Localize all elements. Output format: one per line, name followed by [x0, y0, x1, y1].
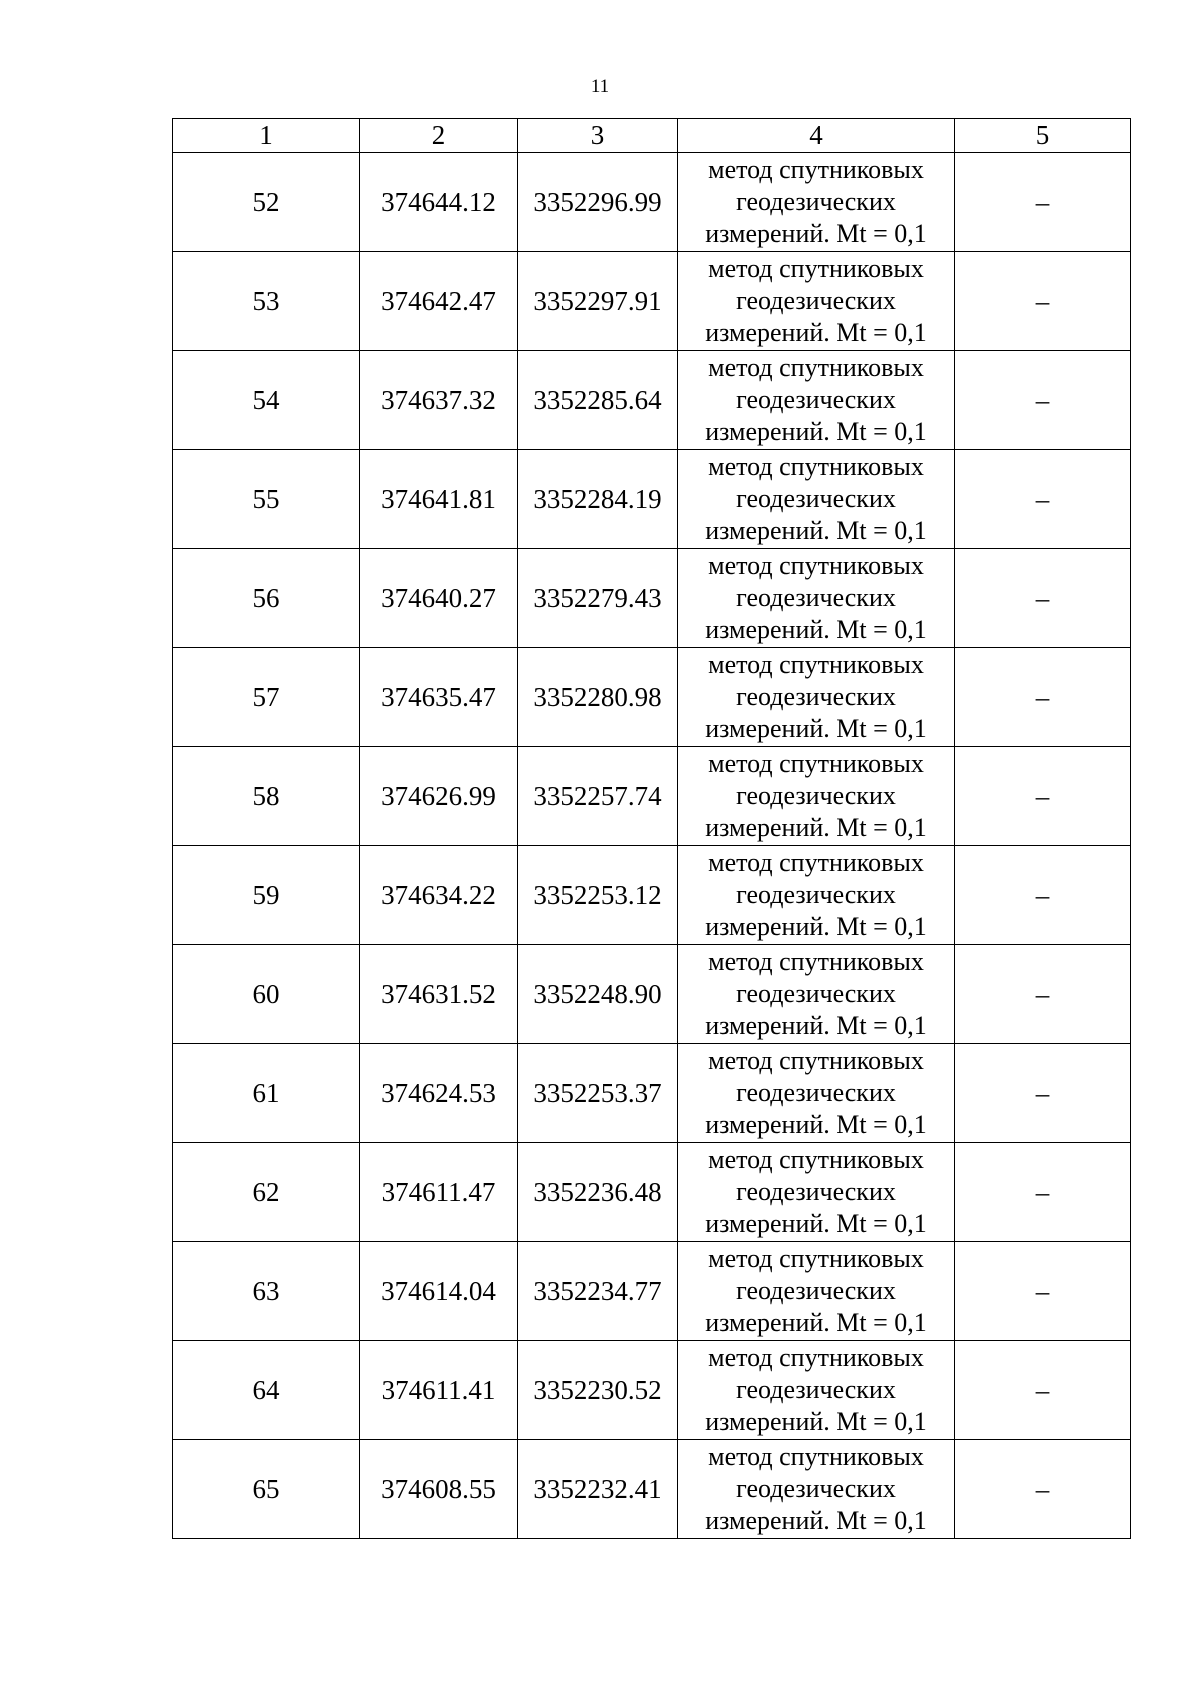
method-line: геодезических	[736, 385, 896, 414]
method-line: геодезических	[736, 1474, 896, 1503]
point-number-cell: 58	[173, 747, 360, 846]
method-line: измерений. Mt = 0,1	[705, 813, 927, 842]
table-body	[173, 153, 1131, 1539]
table-row	[173, 945, 1131, 1044]
method-cell	[678, 1044, 955, 1143]
method-line: метод спутниковых	[708, 947, 924, 976]
note-cell: –	[955, 648, 1131, 747]
coordinate-y-cell: 3352285.64	[518, 351, 678, 450]
column-header-2: 2	[360, 119, 518, 153]
method-line: метод спутниковых	[708, 353, 924, 382]
method-line: измерений. Mt = 0,1	[705, 1407, 927, 1436]
point-number-cell: 56	[173, 549, 360, 648]
method-cell	[678, 252, 955, 351]
table-row	[173, 351, 1131, 450]
table-row	[173, 1044, 1131, 1143]
note-cell: –	[955, 351, 1131, 450]
method-line: измерений. Mt = 0,1	[705, 1506, 927, 1535]
point-number-cell: 64	[173, 1341, 360, 1440]
method-cell	[678, 153, 955, 252]
note-cell: –	[955, 945, 1131, 1044]
coordinate-x-cell: 374608.55	[360, 1440, 518, 1539]
method-line: метод спутниковых	[708, 650, 924, 679]
method-cell	[678, 1143, 955, 1242]
column-header-4: 4	[678, 119, 955, 153]
coordinate-y-cell: 3352253.37	[518, 1044, 678, 1143]
method-cell	[678, 549, 955, 648]
method-line: измерений. Mt = 0,1	[705, 615, 927, 644]
coordinate-x-cell: 374637.32	[360, 351, 518, 450]
table-row	[173, 450, 1131, 549]
method-line: метод спутниковых	[708, 452, 924, 481]
coordinate-y-cell: 3352257.74	[518, 747, 678, 846]
method-line: измерений. Mt = 0,1	[705, 1209, 927, 1238]
coordinate-y-cell: 3352279.43	[518, 549, 678, 648]
coordinate-x-cell: 374624.53	[360, 1044, 518, 1143]
coordinate-x-cell: 374614.04	[360, 1242, 518, 1341]
coordinate-x-cell: 374626.99	[360, 747, 518, 846]
note-cell: –	[955, 1440, 1131, 1539]
method-cell	[678, 1242, 955, 1341]
column-header-3: 3	[518, 119, 678, 153]
point-number-cell: 59	[173, 846, 360, 945]
table-row	[173, 1440, 1131, 1539]
column-header-1: 1	[173, 119, 360, 153]
table-row	[173, 846, 1131, 945]
method-line: метод спутниковых	[708, 1145, 924, 1174]
note-cell: –	[955, 1143, 1131, 1242]
point-number-cell: 55	[173, 450, 360, 549]
point-number-cell: 63	[173, 1242, 360, 1341]
method-line: измерений. Mt = 0,1	[705, 417, 927, 446]
table-row	[173, 549, 1131, 648]
method-line: метод спутниковых	[708, 1046, 924, 1075]
method-line: геодезических	[736, 187, 896, 216]
point-number-cell: 53	[173, 252, 360, 351]
method-line: метод спутниковых	[708, 1343, 924, 1372]
method-line: измерений. Mt = 0,1	[705, 219, 927, 248]
note-cell: –	[955, 1044, 1131, 1143]
table-row	[173, 252, 1131, 351]
note-cell: –	[955, 1341, 1131, 1440]
point-number-cell: 65	[173, 1440, 360, 1539]
method-line: метод спутниковых	[708, 1244, 924, 1273]
coordinate-y-cell: 3352284.19	[518, 450, 678, 549]
coordinate-x-cell: 374642.47	[360, 252, 518, 351]
method-line: геодезических	[736, 1375, 896, 1404]
page-number: 11	[590, 76, 610, 97]
coordinate-x-cell: 374644.12	[360, 153, 518, 252]
coordinate-y-cell: 3352236.48	[518, 1143, 678, 1242]
method-line: измерений. Mt = 0,1	[705, 516, 927, 545]
method-line: геодезических	[736, 286, 896, 315]
method-line: измерений. Mt = 0,1	[705, 912, 927, 941]
method-line: метод спутниковых	[708, 1442, 924, 1471]
method-line: геодезических	[736, 682, 896, 711]
table-row	[173, 1143, 1131, 1242]
coordinate-y-cell: 3352232.41	[518, 1440, 678, 1539]
method-cell	[678, 450, 955, 549]
note-cell: –	[955, 747, 1131, 846]
point-number-cell: 62	[173, 1143, 360, 1242]
note-cell: –	[955, 549, 1131, 648]
method-line: измерений. Mt = 0,1	[705, 318, 927, 347]
point-number-cell: 57	[173, 648, 360, 747]
method-line: метод спутниковых	[708, 155, 924, 184]
coordinate-x-cell: 374640.27	[360, 549, 518, 648]
coordinate-y-cell: 3352280.98	[518, 648, 678, 747]
method-line: метод спутниковых	[708, 254, 924, 283]
method-line: измерений. Mt = 0,1	[705, 1308, 927, 1337]
method-cell	[678, 1341, 955, 1440]
table-row	[173, 153, 1131, 252]
coordinate-x-cell: 374641.81	[360, 450, 518, 549]
coordinate-x-cell: 374634.22	[360, 846, 518, 945]
note-cell: –	[955, 450, 1131, 549]
table-row	[173, 1341, 1131, 1440]
coordinate-x-cell: 374631.52	[360, 945, 518, 1044]
method-line: геодезических	[736, 1078, 896, 1107]
method-line: геодезических	[736, 1177, 896, 1206]
method-line: измерений. Mt = 0,1	[705, 1011, 927, 1040]
column-header-5: 5	[955, 119, 1131, 153]
header-row	[173, 119, 1131, 153]
table-row	[173, 747, 1131, 846]
method-cell	[678, 648, 955, 747]
method-cell	[678, 846, 955, 945]
point-number-cell: 54	[173, 351, 360, 450]
method-cell	[678, 747, 955, 846]
coordinate-x-cell: 374611.47	[360, 1143, 518, 1242]
method-line: геодезических	[736, 781, 896, 810]
coordinate-y-cell: 3352230.52	[518, 1341, 678, 1440]
method-line: геодезических	[736, 484, 896, 513]
point-number-cell: 61	[173, 1044, 360, 1143]
note-cell: –	[955, 1242, 1131, 1341]
method-line: геодезических	[736, 880, 896, 909]
method-line: измерений. Mt = 0,1	[705, 714, 927, 743]
coordinate-y-cell: 3352297.91	[518, 252, 678, 351]
table-row	[173, 1242, 1131, 1341]
point-number-cell: 60	[173, 945, 360, 1044]
coordinate-x-cell: 374611.41	[360, 1341, 518, 1440]
coordinate-y-cell: 3352253.12	[518, 846, 678, 945]
method-line: метод спутниковых	[708, 848, 924, 877]
method-line: метод спутниковых	[708, 749, 924, 778]
coordinate-y-cell: 3352296.99	[518, 153, 678, 252]
note-cell: –	[955, 846, 1131, 945]
point-number-cell: 52	[173, 153, 360, 252]
coordinate-y-cell: 3352248.90	[518, 945, 678, 1044]
note-cell: –	[955, 252, 1131, 351]
method-cell	[678, 945, 955, 1044]
method-cell	[678, 351, 955, 450]
method-line: геодезических	[736, 583, 896, 612]
coordinates-table	[172, 118, 1131, 1539]
coordinate-x-cell: 374635.47	[360, 648, 518, 747]
note-cell: –	[955, 153, 1131, 252]
method-line: измерений. Mt = 0,1	[705, 1110, 927, 1139]
coordinate-y-cell: 3352234.77	[518, 1242, 678, 1341]
method-line: метод спутниковых	[708, 551, 924, 580]
method-line: геодезических	[736, 1276, 896, 1305]
method-cell	[678, 1440, 955, 1539]
method-line: геодезических	[736, 979, 896, 1008]
table-row	[173, 648, 1131, 747]
